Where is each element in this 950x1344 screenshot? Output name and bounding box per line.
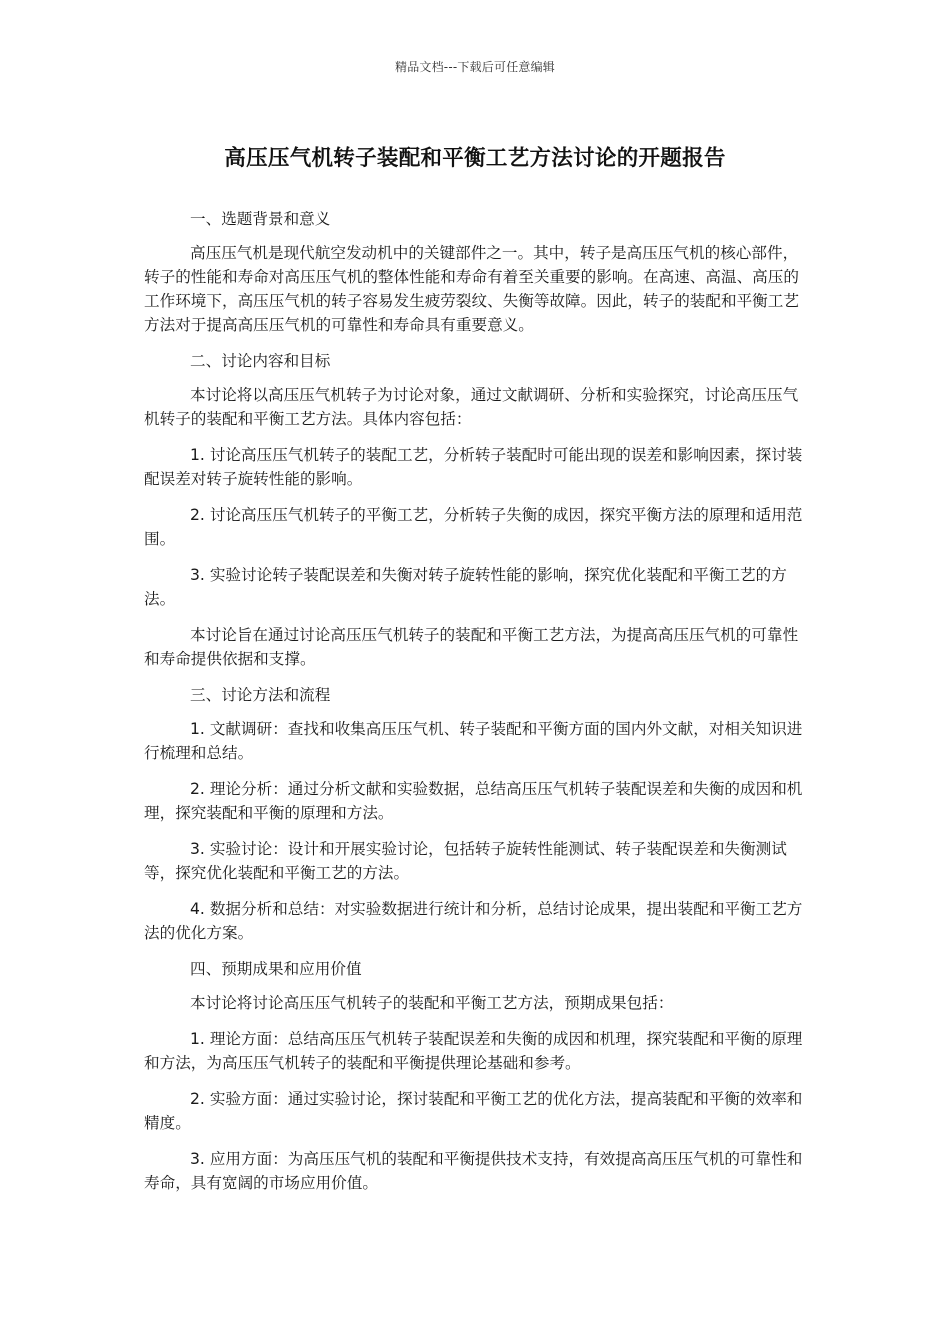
body-paragraph: 本讨论旨在通过讨论高压压气机转子的装配和平衡工艺方法，为提高高压压气机的可靠性和寿命提供依据和支撑。: [144, 626, 799, 668]
body-paragraph: 本讨论将讨论高压压气机转子的装配和平衡工艺方法，预期成果包括：: [190, 994, 674, 1012]
list-item: 2. 理论分析：通过分析文献和实验数据，总结高压压气机转子装配误差和失衡的成因和机理，探究装配和平衡的原理和方法。: [144, 780, 803, 822]
list-item: 4. 数据分析和总结：对实验数据进行统计和分析，总结讨论成果，提出装配和平衡工艺方法的优化方案。: [144, 900, 803, 942]
section-heading: 一、选题背景和意义: [190, 210, 331, 228]
body-paragraph: 本讨论将以高压压气机转子为讨论对象，通过文献调研、分析和实验探究，讨论高压压气机转子的装配和平衡工艺方法。具体内容包括：: [144, 386, 799, 428]
body-paragraph: 高压压气机是现代航空发动机中的关键部件之一。其中，转子是高压压气机的核心部件，转子的性能和寿命对高压压气机的整体性能和寿命有着至关重要的影响。在高速、高温、高压的工作环境下，高压压气机的转子容易发生疲劳裂纹、失衡等故障。因此，转子的装配和平衡工艺方法对于提高高压压气机的可靠性和寿命具有重要意义。: [144, 244, 799, 334]
header-note: 精品文档---下载后可任意编辑: [395, 60, 555, 74]
list-item: 1. 讨论高压压气机转子的装配工艺，分析转子装配时可能出现的误差和影响因素，探讨装配误差对转子旋转性能的影响。: [144, 446, 803, 488]
list-item: 3. 应用方面：为高压压气机的装配和平衡提供技术支持，有效提高高压压气机的可靠性和寿命，具有宽阔的市场应用价值。: [144, 1150, 803, 1192]
document-title: 高压压气机转子装配和平衡工艺方法讨论的开题报告: [224, 146, 726, 171]
section-heading: 三、讨论方法和流程: [190, 686, 331, 704]
section-heading: 四、预期成果和应用价值: [190, 960, 362, 978]
list-item: 3. 实验讨论：设计和开展实验讨论，包括转子旋转性能测试、转子装配误差和失衡测试等，探究优化装配和平衡工艺的方法。: [144, 840, 787, 882]
list-item: 1. 文献调研：查找和收集高压压气机、转子装配和平衡方面的国内外文献，对相关知识进行梳理和总结。: [144, 720, 803, 762]
list-item: 2. 讨论高压压气机转子的平衡工艺，分析转子失衡的成因，探究平衡方法的原理和适用范围。: [144, 506, 803, 548]
list-item: 3. 实验讨论转子装配误差和失衡对转子旋转性能的影响，探究优化装配和平衡工艺的方法。: [144, 566, 787, 608]
list-item: 2. 实验方面：通过实验讨论，探讨装配和平衡工艺的优化方法，提高装配和平衡的效率和精度。: [144, 1090, 803, 1132]
section-heading: 二、讨论内容和目标: [190, 352, 331, 370]
list-item: 1. 理论方面：总结高压压气机转子装配误差和失衡的成因和机理，探究装配和平衡的原理和方法，为高压压气机转子的装配和平衡提供理论基础和参考。: [144, 1030, 803, 1072]
document-body: [144, 207, 806, 1207]
